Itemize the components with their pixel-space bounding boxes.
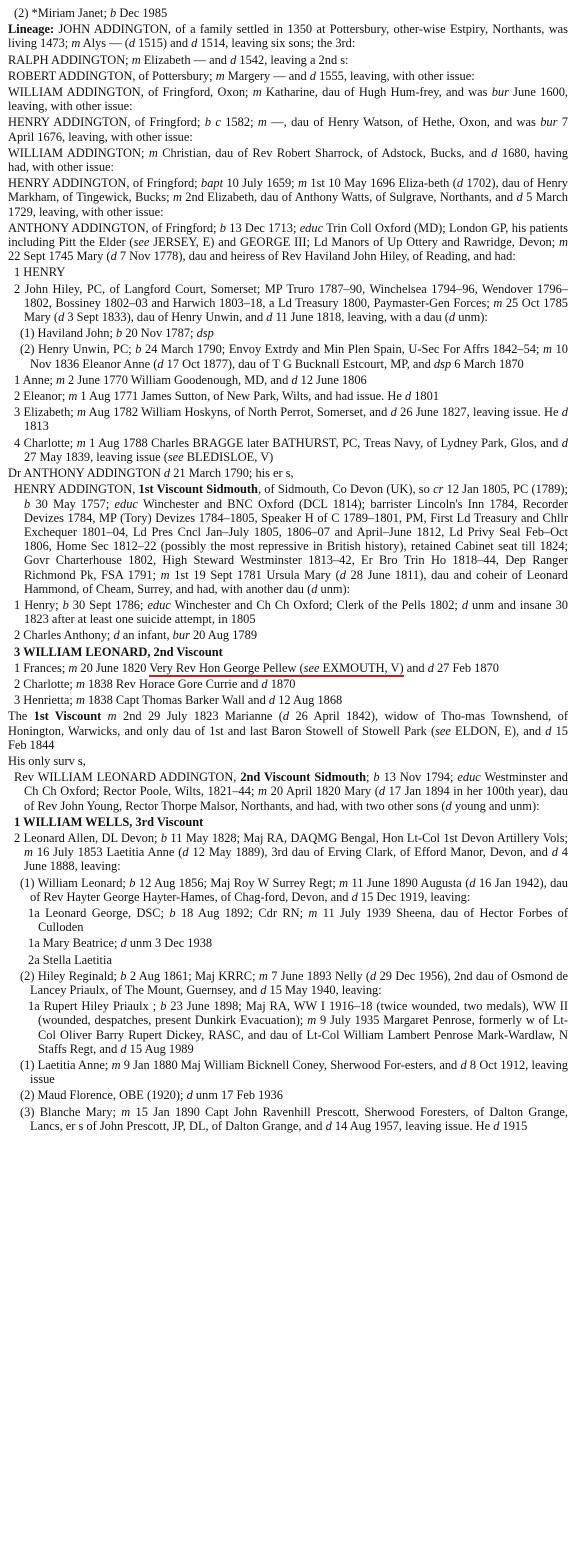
entry-paragraph: 2 John Hiley, PC, of Langford Court, Somerset; MP Truro 1787–90, Winchelsea 1794–96, Wendover 1796–1802, Bossiney 1802–03 and Harwich 1803–18, a Ld Treasury 1800, Paymaster-Gen Forces; m 25 Oct 1785 Mary (d 3 Sept 1833), dau of Henry Unwin, and d 11 June 1818, leaving, with a dau (d unm): [14,281,569,325]
entry-paragraph: (1) Laetitia Anne; m 9 Jan 1880 Maj William Bicknell Coney, Sherwood For-esters, and d 8 Oct 1912, leaving issue [20,1058,568,1087]
entry-paragraph: 3 WILLIAM LEONARD, 2nd Viscount [14,644,223,659]
entry-paragraph: 2 Charlotte; m 1838 Rev Horace Gore Currie and d 1870 [14,676,296,691]
entry-paragraph: 4 Charlotte; m 1 Aug 1788 Charles BRAGGE later BATHURST, PC, Treas Navy, of Lydney Park, Glos, and d 27 May 1839, leaving issue (see BLEDISLOE, V) [14,435,568,464]
entry-paragraph: (1) Haviland John; b 20 Nov 1787; dsp [20,326,214,341]
entry-paragraph: (2) Hiley Reginald; b 2 Aug 1861; Maj KRRC; m 7 June 1893 Nelly (d 29 Dec 1956), 2nd dau of Osmond de Lancey Priaulx, of The Mount, Guernsey, and d 15 May 1940, leaving: [20,968,568,997]
entry-paragraph: WILLIAM ADDINGTON; m Christian, dau of Rev Robert Sharrock, of Adstock, Bucks, and d 1680, having had, with other issue: [8,145,568,175]
entry-paragraph: 1a Mary Beatrice; d unm 3 Dec 1938 [28,936,213,951]
entry-paragraph: Rev WILLIAM LEONARD ADDINGTON, 2nd Viscount Sidmouth; b 13 Nov 1794; educ Westminster and Ch Ch Oxford; Rector Poole, Wilts, 1821–44; m 20 April 1820 Mary (d 17 Jan 1894 in her 100th year), dau of Rev John Young, Rector Thorpe Malsor, Northants, and had, with two other sons (d young and unm): [14,770,568,813]
entry-paragraph: 2a Stella Laetitia [28,952,112,967]
entry-paragraph: 1a Leonard George, DSC; b 18 Aug 1892; Cdr RN; m 11 July 1939 Sheena, dau of Hector Forbes of Culloden [28,905,568,935]
entry-paragraph: (1) William Leonard; b 12 Aug 1856; Maj Roy W Surrey Regt; m 11 June 1890 Augusta (d 16 Jan 1942), dau of Rev Hayter George Hayter-Hames, of Chag-ford, Devon, and d 15 Dec 1919, leaving: [20,875,568,904]
entry-paragraph: 3 Henrietta; m 1838 Capt Thomas Barker Wall and d 12 Aug 1868 [14,693,343,708]
entry-paragraph: (2) Maud Florence, OBE (1920); d unm 17 Feb 1936 [20,1088,283,1103]
entry-paragraph: 1 WILLIAM WELLS, 3rd Viscount [14,814,204,829]
entry-paragraph: His only surv s, [8,753,86,768]
entry-paragraph: 3 Elizabeth; m Aug 1782 William Hoskyns, of North Perrot, Somerset, and d 26 June 1827, leaving issue. He d 1813 [14,405,568,434]
entry-paragraph: Lineage: JOHN ADDINGTON, of a family settled in 1350 at Pottersbury, other-wise Estpiry, Northants, was living 1473; m Alys — (d 1515) and d 1514, leaving six sons; the 3rd: [8,22,568,51]
entry-paragraph: HENRY ADDINGTON, 1st Viscount Sidmouth, of Sidmouth, Co Devon (UK), so cr 12 Jan 1805, PC (1789); b 30 May 1757; educ Winchester and BNC Oxford (DCL 1814); barrister Lincoln's Inn 1784, Recorder Devizes 1784, MP (Tory) Devizes 1784–1805, Speaker H of C 1789–1801, PM, First Ld Treasury and Chllr Exchequer 1801–04, Ld Pres Cncl Jan–July 1805, 1806–07 and April–June 1812, Ld Privy Seal Feb–Oct 1806, Home Sec 1812–22 (possibly the most repressive in British history), retained Cabinet seat till 1824; Govr Charterhouse 1802, High Steward Westminster 1813–42, Er Bro Trin Ho 1818–44, Dep Ranger Richmond Pk, FSA 1791; m 1st 19 Sept 1781 Ursula Mary (d 28 June 1811), dau and coheir of Leonard Hammond, of Cheam, Surrey, and had, with another dau (d unm): [14,482,568,596]
entry-paragraph: 1 Henry; b 30 Sept 1786; educ Winchester and Ch Ch Oxford; Clerk of the Pells 1802; d unm and insane 30 1823 after at least one suicide attempt, in 1805 [14,597,568,627]
entry-paragraph: ANTHONY ADDINGTON, of Fringford; b 13 Dec 1713; educ Trin Coll Oxford (MD); London GP, his patients including Pitt the Elder (see JERSEY, E) and GEORGE III; Ld Manors of Up Ottery and Rawridge, Devon; m 22 Sept 1745 Mary (d 7 Nov 1778), dau and heiress of Rev Haviland John Hiley, of Reading, and had: [8,220,568,264]
entry-paragraph: WILLIAM ADDINGTON, of Fringford, Oxon; m Katharine, dau of Hugh Hum-frey, and was bur June 1600, leaving, with other issue: [8,85,568,114]
entry-paragraph: (2) Henry Unwin, PC; b 24 March 1790; Envoy Extrdy and Min Plen Spain, U-Sec For Affrs 1842–54; m 10 Nov 1836 Eleanor Anne (d 17 Oct 1877), dau of T G Bucknall Estcourt, MP, and dsp 6 March 1870 [20,342,568,371]
entry-paragraph: 2 Leonard Allen, DL Devon; b 11 May 1828; Maj RA, DAQMG Bengal, Hon Lt-Col 1st Devon Artillery Vols; m 16 July 1853 Laetitia Anne (d 12 May 1889), 3rd dau of Erving Clark, of Efford Manor, Devon, and d 4 June 1888, leaving: [14,830,569,874]
entry-paragraph: 2 Eleanor; m 1 Aug 1771 James Sutton, of New Park, Wilts, and had issue. He d 1801 [14,389,440,404]
entry-paragraph: RALPH ADDINGTON; m Elizabeth — and d 1542, leaving a 2nd s: [8,52,349,67]
entry-paragraph: 1 Frances; m 20 June 1820 Very Rev Hon George Pellew (see EXMOUTH, V) and d 27 Feb 1870 [14,660,499,675]
entry-paragraph: 1 Anne; m 2 June 1770 William Goodenough, MD, and d 12 June 1806 [14,372,367,387]
entry-paragraph: 2 Charles Anthony; d an infant, bur 20 Aug 1789 [14,628,258,643]
entry-paragraph: (2) *Miriam Janet; b Dec 1985 [14,6,168,20]
entry-paragraph: ROBERT ADDINGTON, of Pottersbury; m Margery — and d 1555, leaving, with other issue: [8,68,475,83]
entry-paragraph: Dr ANTHONY ADDINGTON d 21 March 1790; his er s, [8,466,294,481]
entry-paragraph: The 1st Viscount m 2nd 29 July 1823 Marianne (d 26 April 1842), widow of Tho-mas Townshend, of Honington, Warwicks, and only dau of 1st and last Baron Stowell of Stowell Park (see ELDON, E), and d 15 Feb 1844 [8,709,568,752]
entry-paragraph: 1 HENRY [14,265,66,280]
entry-paragraph: 1a Rupert Hiley Priaulx ; b 23 June 1898; Maj RA, WW I 1916–18 (twice wounded, two medals), WW II (wounded, despatches, present Dunkirk Evacuation); m 9 July 1935 Margaret Penrose, formerly w of Lt-Col Oliver Barry Rupert Dickey, RASC, and dau of Lt-Col William Lambert Penrose Mark-Wardlaw, N Staffs Regt, and d 15 Aug 1989 [28,999,568,1056]
entry-paragraph: HENRY ADDINGTON, of Fringford; bapt 10 July 1659; m 1st 10 May 1696 Eliza-beth (d 1702), dau of Henry Markham, of Tingewick, Bucks; m 2nd Elizabeth, dau of Anthony Watts, of Sulgrave, Northants, and d 5 March 1729, leaving, with other issue: [8,176,569,219]
entry-paragraph: (3) Blanche Mary; m 15 Jan 1890 Capt John Ravenhill Prescott, Sherwood Foresters, of Dalton Grange, Lancs, er s of John Prescott, JP, DL, of Dalton Grange, and d 14 Aug 1957, leaving issue. He d 1915 [20,1104,568,1133]
entry-paragraph: HENRY ADDINGTON, of Fringford; b c 1582; m —, dau of Henry Watson, of Hethe, Oxon, and was bur 7 April 1676, leaving, with other issue: [8,115,568,144]
